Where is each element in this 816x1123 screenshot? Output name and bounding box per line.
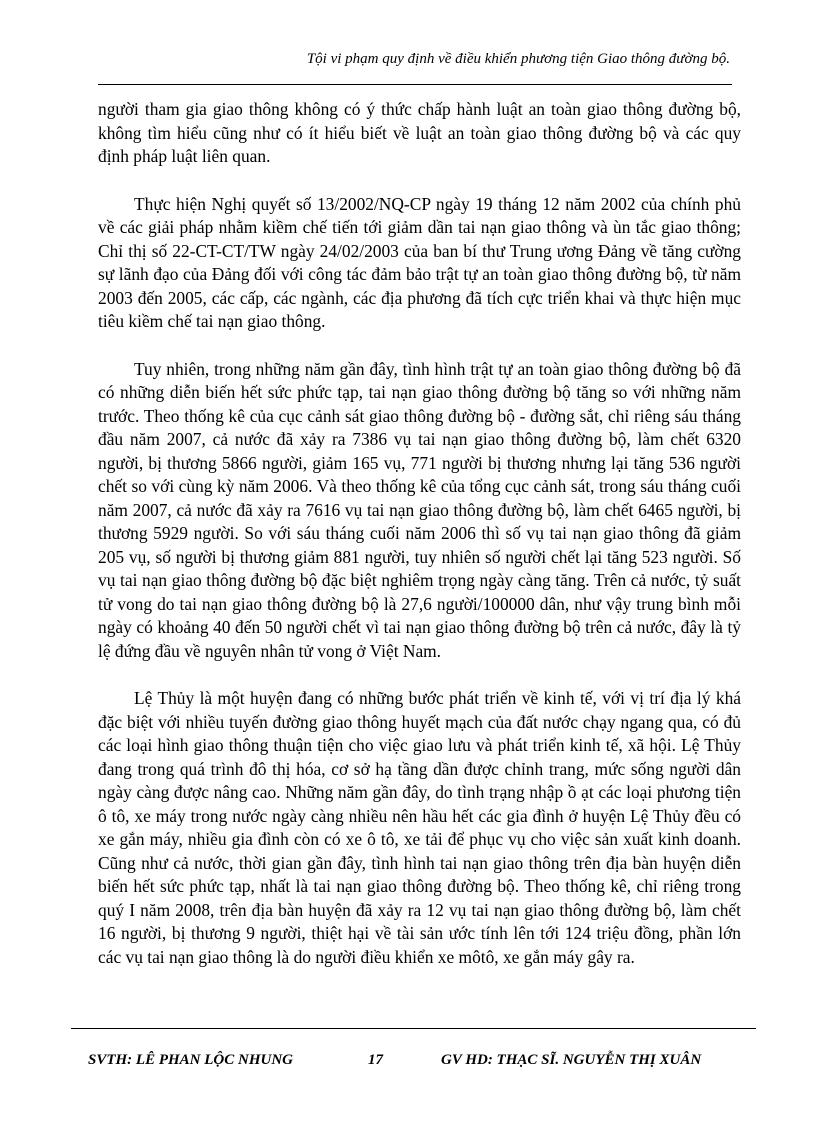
footer-advisor: GV HD: THẠC SĨ. NGUYỄN THỊ XUÂN xyxy=(441,1052,702,1068)
body-paragraph: người tham gia giao thông không có ý thức chấp hành luật an toàn giao thông đường bộ, không tìm hiểu cũng như có ít hiểu biết về luật an toàn giao thông đường bộ và các quy định pháp luật liên quan. xyxy=(98,99,741,166)
body-paragraph: Tuy nhiên, trong những năm gần đây, tình hình trật tự an toàn giao thông đường bộ đã có những diễn biến hết sức phức tạp, tai nạn giao thông đường bộ tăng so với những năm trước. Theo thống kê của cục cảnh sát giao thông đường bộ - đường sắt, chỉ riêng sáu tháng đầu năm 2007, cả nước đã xảy ra 7386 vụ tai nạn giao thông đường bộ, làm chết 6320 người, bị thương 5866 người, giảm 165 vụ, 771 người bị thương nhưng lại tăng 536 người chết so với cùng kỳ năm 2006. Và theo thống kê của tổng cục cảnh sát, trong sáu tháng cuối năm 2007, cả nước đã xảy ra 7616 vụ tai nạn giao thông đường bộ, làm chết 6465 người, bị thương 5929 người. So với sáu tháng cuối năm 2006 thì số vụ tai nạn giao thông đã giảm 205 vụ, số người bị thương giảm 881 người, tuy nhiên số người chết lại tăng 523 người. Số vụ tai nạn giao thông đường bộ đặc biệt nghiêm trọng ngày càng tăng. Trên cả nước, tỷ suất tử vong do tai nạn giao thông đường bộ là 27,6 người/100000 dân, như vậy trung bình mỗi ngày có khoảng 40 đến 50 người chết vì tai nạn giao thông đường bộ trên cả nước, đây là tỷ lệ đứng đầu về nguyên nhân tử vong ở Việt Nam. xyxy=(98,358,741,661)
running-header-title: Tội vi phạm quy định về điều khiển phương tiện Giao thông đường bộ. xyxy=(306,51,730,67)
footer-student: SVTH: LÊ PHAN LỘC NHUNG xyxy=(88,1052,294,1068)
footer-divider xyxy=(71,1028,756,1029)
header-divider xyxy=(98,84,732,85)
page-body xyxy=(98,98,741,969)
body-paragraph: Lệ Thủy là một huyện đang có những bước phát triển về kinh tế, với vị trí địa lý khá đặc biệt với nhiều tuyến đường giao thông huyết mạch của đất nước chạy ngang qua, có đủ các loại hình giao thông thuận tiện cho việc giao lưu và phát triển kinh tế, xã hội. Lệ Thủy đang trong quá trình đô thị hóa, cơ sở hạ tầng dần được chỉnh trang, mức sống người dân ngày càng được nâng cao. Những năm gần đây, do tình trạng nhập ồ ạt các loại phương tiện ô tô, xe máy trong nước ngày càng nhiều nên hầu hết các gia đình ở huyện Lệ Thủy đều có xe gắn máy, nhiều gia đình còn có xe ô tô, xe tải để phục vụ cho việc sản xuất kinh doanh. Cũng như cả nước, thời gian gần đây, tình hình tai nạn giao thông trên địa bàn huyện diễn biến hết sức phức tạp, nhất là tai nạn giao thông đường bộ. Theo thống kê, chỉ riêng trong quý I năm 2008, trên địa bàn huyện đã xảy ra 12 vụ tai nạn giao thông đường bộ, làm chết 16 người, bị thương 9 người, thiệt hại về tài sản ước tính lên tới 124 triệu đồng, phần lớn các vụ tai nạn giao thông là do người điều khiển xe môtô, xe gắn máy gây ra. xyxy=(98,688,741,967)
page-number: 17 xyxy=(368,1052,383,1068)
body-paragraph: Thực hiện Nghị quyết số 13/2002/NQ-CP ngày 19 tháng 12 năm 2002 của chính phủ về các giải pháp nhằm kiềm chế tiến tới giảm dần tai nạn giao thông và ùn tắc giao thông; Chỉ thị số 22-CT-CT/TW ngày 24/02/2003 của ban bí thư Trung ương Đảng về tăng cường sự lãnh đạo của Đảng đối với công tác đảm bảo trật tự an toàn giao thông đường bộ, từ năm 2003 đến 2005, các cấp, các ngành, các địa phương đã tích cực triển khai và thực hiện mục tiêu kiềm chế tai nạn giao thông. xyxy=(98,193,741,331)
